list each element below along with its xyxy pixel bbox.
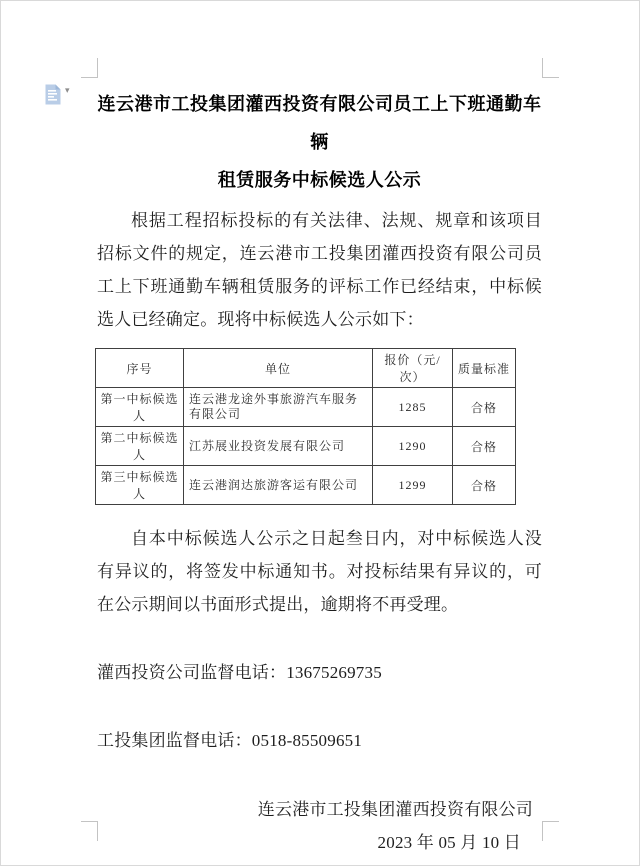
cell-quality: 合格	[453, 466, 516, 505]
margin-crop-mark-top-left	[81, 58, 98, 78]
chevron-down-icon[interactable]: ▾	[65, 86, 70, 96]
header-company: 单位	[184, 349, 373, 388]
cell-company: 连云港龙途外事旅游汽车服务有限公司	[184, 388, 373, 427]
signature-date: 2023 年 05 月 10 日	[377, 833, 521, 852]
header-rank: 序号	[96, 349, 184, 388]
header-price: 报价（元/次）	[373, 349, 453, 388]
cell-rank: 第二中标候选人	[96, 427, 184, 466]
cell-price: 1299	[373, 466, 453, 505]
title-line-2: 租赁服务中标候选人公示	[217, 170, 422, 190]
supervision-phone-guanxi: 灌西投资公司监督电话：13675269735	[97, 663, 382, 682]
intro-paragraph: 根据工程招标投标的有关法律、法规、规章和该项目招标文件的规定，连云港市工投集团灌西投资有限公司员工上下班通勤车辆租赁服务的评标工作已经结束，中标候选人已经确定。现将中标候选人公示如下：	[97, 211, 542, 329]
cell-company: 连云港润达旅游客运有限公司	[184, 466, 373, 505]
text-area	[97, 77, 542, 859]
cell-rank: 第一中标候选人	[96, 388, 184, 427]
title-line-1: 连云港市工投集团灌西投资有限公司员工上下班通勤车辆	[97, 94, 542, 152]
objection-paragraph: 自本中标候选人公示之日起叁日内，对中标候选人没有异议的，将签发中标通知书。对投标结果有异议的，可在公示期间以书面形式提出，逾期将不再受理。	[97, 529, 542, 614]
cell-quality: 合格	[453, 427, 516, 466]
margin-crop-mark-top-right	[542, 58, 559, 78]
table-row	[96, 466, 516, 505]
header-quality: 质量标准	[453, 349, 516, 388]
bid-candidates-table	[95, 348, 516, 505]
cell-price: 1290	[373, 427, 453, 466]
table-row	[96, 388, 516, 427]
table-header-row	[96, 349, 516, 388]
paste-options-button[interactable]	[43, 84, 77, 106]
supervision-phone-gongtou: 工投集团监督电话：0518-85509651	[97, 731, 363, 750]
signature-company: 连云港市工投集团灌西投资有限公司	[257, 800, 533, 819]
table-row	[96, 427, 516, 466]
cell-price: 1285	[373, 388, 453, 427]
margin-crop-mark-bottom-right	[542, 821, 559, 841]
cell-company: 江苏展业投资发展有限公司	[184, 427, 373, 466]
margin-crop-mark-bottom-left	[81, 821, 98, 841]
cell-quality: 合格	[453, 388, 516, 427]
page-title	[97, 77, 542, 199]
cell-rank: 第三中标候选人	[96, 466, 184, 505]
